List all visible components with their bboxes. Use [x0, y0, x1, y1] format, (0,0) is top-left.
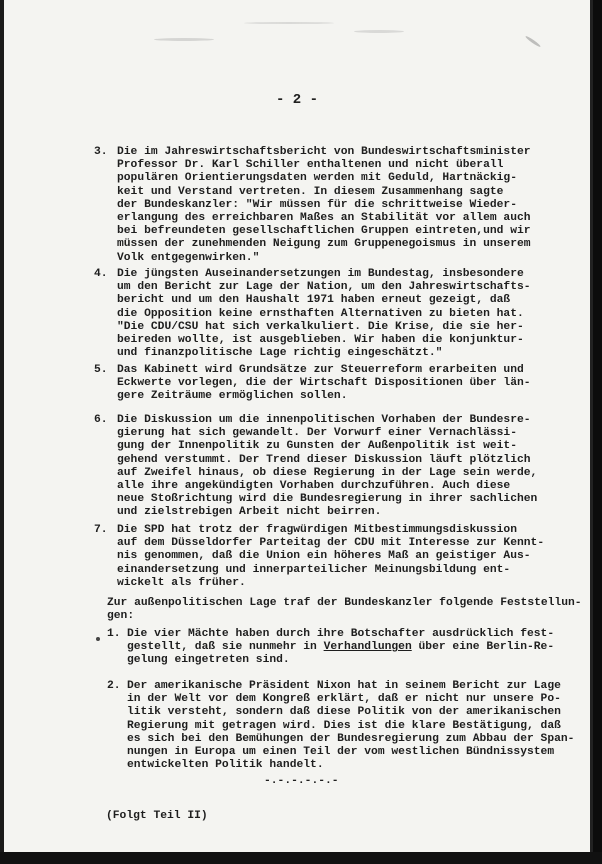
item-number: 2. [107, 680, 121, 692]
text-line: gelung eingetreten sind. [127, 654, 290, 667]
section-separator: -.-.-.-.-.- [264, 775, 339, 787]
text-line: und zielstrebigen Arbeit nicht beirren. [117, 506, 382, 519]
text-line: auf dem Düsseldorfer Parteitag der CDU mit Interesse zur Kennt- [117, 537, 545, 550]
item-number: 6. [94, 414, 108, 426]
text-line: Die im Jahreswirtschaftsbericht von Bundeswirtschaftsminister [117, 146, 531, 158]
text-line: alle ihre angekündigten Vorhaben durchzuführen. Auch diese [117, 480, 511, 493]
scan-border-bottom [0, 852, 602, 864]
text-line: über eine Berlin-Re- [411, 641, 555, 654]
text-line: entwickelten Politik handelt. [127, 759, 324, 772]
text-line: und finanzpolitische Lage richtig eingeschätzt." [117, 347, 443, 360]
text-line: erlangung des erreichbaren Maßes an Stabilität vor allem auch [117, 212, 531, 225]
scan-speck [354, 30, 404, 33]
item-text [127, 680, 577, 772]
text-line: auf Zweifel hinaus, ob diese Regierung in der Lage sein werde, [117, 466, 538, 479]
text-line: Die Diskussion um die innenpolitischen Vorhaben der Bundesre- [117, 414, 531, 426]
item-number: 7. [94, 524, 108, 536]
continuation-note: (Folgt Teil II) [106, 810, 208, 822]
text-line: nungen in Europa um einen Teil der vom westlichen Bündnissystem [127, 746, 555, 759]
text-line: gere Zeiträume ermöglichen sollen. [117, 390, 348, 403]
item-text [117, 364, 564, 404]
text-line: Die SPD hat trotz der fragwürdigen Mitbestimmungsdiskussion [117, 524, 517, 536]
text-line: bericht und um den Haushalt 1971 haben erneut gezeigt, daß [117, 294, 511, 307]
text-line: um den Bericht zur Lage der Nation, um den Jahreswirtschafts- [117, 281, 531, 294]
text-line: keit und Verstand vertreten. In diesem Zusammenhang sagte [117, 185, 504, 198]
text-line: gen: [107, 610, 135, 623]
text-line: neue Stoßrichtung wird die Bundesregierung in ihrer sachlichen [117, 493, 538, 506]
text-line: Professor Dr. Karl Schiller enthaltenen und nicht überall [117, 159, 504, 172]
text-line: beireden wollte, ist ausgeblieben. Wir haben die konjunktur- [117, 334, 524, 347]
text-line: Die vier Mächte haben durch ihre Botschafter ausdrücklich fest- [127, 628, 555, 640]
scan-speck [154, 38, 214, 41]
underlined-word: Verhandlungen [323, 641, 412, 654]
item-text [117, 414, 564, 520]
text-line: bei befreundeten gesellschaftlichen Gruppen eintreten,und wir [117, 225, 531, 238]
item-text [127, 628, 577, 668]
text-line: es sich bei den Bemühungen der Bundesregierung zum Abbau der Span- [127, 732, 575, 745]
scan-speck [525, 35, 541, 48]
text-line: in der Welt vor dem Kongreß erklärt, daß er nicht nur unsere Po- [127, 693, 561, 706]
text-line: der Bundeskanzler: "Wir müssen für die schrittweise Wieder- [117, 198, 517, 211]
document-page [4, 0, 593, 852]
item-number: 4. [94, 268, 108, 280]
text-line: nis genommen, daß die Union ein höheres Maß an geistiger Aus- [117, 550, 531, 563]
item-text [117, 524, 564, 590]
text-line: gehend verstummt. Der Trend dieser Diskussion läuft plötzlich [117, 453, 531, 466]
item-text [117, 268, 564, 360]
item-number: 1. [107, 628, 121, 640]
scan-border-right [593, 0, 602, 864]
text-line: "Die CDU/CSU hat sich verkalkuliert. Die Krise, die sie her- [117, 320, 524, 333]
intro-paragraph [107, 597, 587, 623]
text-line: Regierung mit getragen wird. Dies ist die klare Bestätigung, daß [127, 719, 561, 732]
page-number: - 2 - [275, 92, 318, 108]
text-line: die Opposition keine ernsthaften Alternativen zu bieten hat. [117, 307, 524, 320]
text-line: Volk entgegenwirken." [117, 251, 260, 264]
text-line: litik versteht, sondern daß diese Politik von der amerikanischen [127, 706, 561, 719]
scan-speck [244, 22, 334, 24]
text-line: Das Kabinett wird Grundsätze zur Steuerreform erarbeiten und [117, 364, 524, 376]
text-line: gestellt, daß sie nunmehr in [127, 641, 324, 654]
text-line: Die jüngsten Auseinandersetzungen im Bundestag, insbesondere [117, 268, 524, 280]
item-number: 5. [94, 364, 108, 376]
margin-mark [96, 637, 100, 641]
text-line: müssen der zunehmenden Neigung zum Gruppenegoismus in unserem [117, 238, 531, 251]
item-number: 3. [94, 146, 108, 158]
text-line: gung der Innenpolitik zu Gunsten der Außenpolitik ist weit- [117, 440, 517, 453]
item-text [117, 146, 564, 265]
text-line: Eckwerte vorlegen, die der Wirtschaft Dispositionen über län- [117, 377, 531, 390]
text-line: populären Orientierungsdaten werden mit Geduld, Hartnäckig- [117, 172, 517, 185]
text-line: gierung hat sich gewandelt. Der Vorwurf einer Vernachlässi- [117, 427, 517, 440]
text-line: Zur außenpolitischen Lage traf der Bundeskanzler folgende Feststellun- [107, 597, 582, 609]
text-line: einandersetzung und innerparteilicher Meinungsbildung ent- [117, 563, 511, 576]
text-line: Der amerikanische Präsident Nixon hat in seinem Bericht zur Lage [127, 680, 561, 692]
text-line: wickelt als früher. [117, 576, 246, 589]
